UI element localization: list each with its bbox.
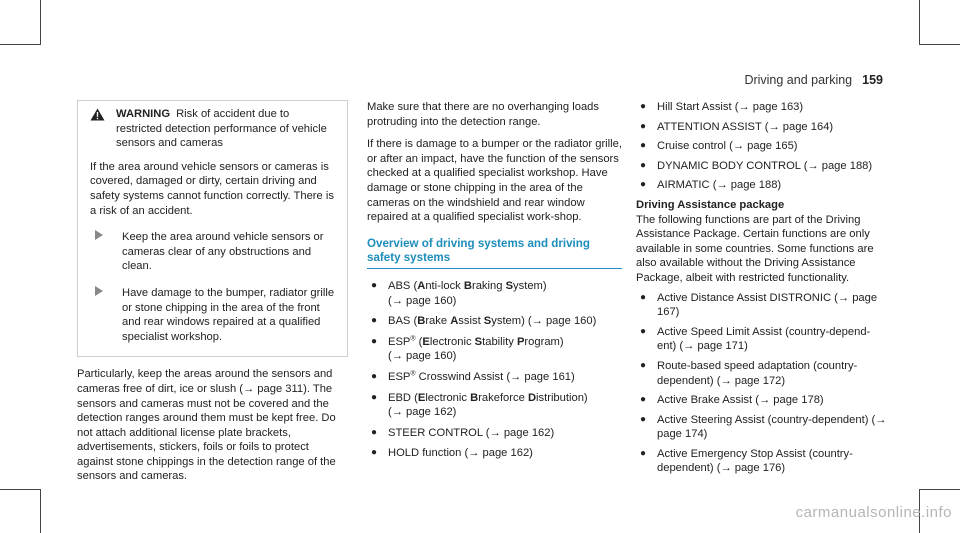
warning-step-text: Keep the area around vehicle sensors or cameras clear of any obstructions and clean. bbox=[122, 231, 324, 273]
watermark: carmanualsonline.info bbox=[795, 504, 952, 521]
warning-body: If the area around vehicle sensors or cameras is covered, damaged or dirty, certain driving and safety systems cannot function correctly. There is a risk of an accident. bbox=[90, 160, 334, 217]
warning-step bbox=[90, 286, 335, 344]
crop-mark bbox=[919, 44, 960, 45]
page-reference[interactable]: (→ page 160) bbox=[388, 350, 457, 363]
list-item: ● Active Brake Assist (→ page 178) bbox=[636, 393, 888, 408]
bullet-icon: ● bbox=[640, 447, 647, 459]
action-arrow-icon bbox=[90, 286, 122, 344]
warning-step bbox=[90, 230, 335, 274]
bullet-icon: ● bbox=[371, 335, 378, 347]
list-item: ● ABS (Anti-lock Braking System) (→ page 160) bbox=[367, 279, 622, 308]
action-arrow-icon bbox=[90, 230, 122, 274]
warning-triangle-icon bbox=[90, 107, 116, 151]
warning-label: WARNING bbox=[116, 108, 171, 120]
list-item: ● ESP® (Electronic Stability Program) (→ page 160) bbox=[367, 335, 622, 364]
list-item: ● EBD (Electronic Brakeforce Distribution) (→ page 162) bbox=[367, 391, 622, 420]
list-item: ● Route-based speed adaptation (country-dependent) (→ page 172) bbox=[636, 359, 888, 388]
bullet-icon: ● bbox=[640, 159, 647, 171]
bullet-icon: ● bbox=[640, 140, 647, 152]
list-item: ● Active Emergency Stop Assist (country-dependent) (→ page 176) bbox=[636, 447, 888, 476]
bullet-icon: ● bbox=[640, 179, 647, 191]
middle-paragraph-2: If there is damage to a bumper or the radiator grille, or after an impact, have the function of the sensors checked at a qualified specialist workshop. Have damage or stone chipping in the area of the cameras on the windshield and rear window repaired at a qualified specialist work-shop. bbox=[367, 138, 622, 224]
crop-mark bbox=[40, 0, 41, 44]
list-item: ● Hill Start Assist (→ page 163) bbox=[636, 100, 888, 115]
left-paragraph: Particularly, keep the areas around the sensors and cameras free of dirt, ice or slush (→ page 311). The sensors and cameras must not be covered and the detection ranges around them must be kept free. Do not attach additional license plate brackets, advertisements, stickers, foils or foils to protect against stone chippings in the detection range of the sensors and cameras. bbox=[77, 368, 336, 483]
list-item: ● Active Speed Limit Assist (country-depend-ent) (→ page 171) bbox=[636, 325, 888, 354]
bullet-icon: ● bbox=[640, 394, 647, 406]
crop-mark bbox=[0, 44, 41, 45]
bullet-icon: ● bbox=[640, 291, 647, 303]
bullet-icon: ● bbox=[640, 359, 647, 371]
list-item: ● ATTENTION ASSIST (→ page 164) bbox=[636, 120, 888, 135]
crop-mark bbox=[919, 489, 960, 490]
running-header bbox=[744, 73, 883, 87]
section-title: Driving and parking bbox=[744, 73, 853, 87]
bullet-icon: ● bbox=[371, 391, 378, 403]
bullet-icon: ● bbox=[640, 325, 647, 337]
bullet-icon: ● bbox=[371, 447, 378, 459]
list-item: ● Cruise control (→ page 165) bbox=[636, 139, 888, 154]
sub-heading: Driving Assistance package bbox=[636, 198, 785, 211]
list-item: ● HOLD function (→ page 162) bbox=[367, 446, 622, 461]
crop-mark bbox=[919, 0, 920, 44]
bullet-icon: ● bbox=[371, 279, 378, 291]
right-column bbox=[636, 100, 888, 481]
list-item: ● BAS (Brake Assist System) (→ page 160) bbox=[367, 314, 622, 329]
list-item: ● AIRMATIC (→ page 188) bbox=[636, 178, 888, 193]
warning-box bbox=[77, 100, 348, 357]
page-reference[interactable]: (→ page 160) bbox=[388, 294, 457, 307]
list-item: ● STEER CONTROL (→ page 162) bbox=[367, 426, 622, 441]
middle-paragraph-1: Make sure that there are no overhanging loads protruding into the detection range. bbox=[367, 101, 599, 128]
page-reference[interactable]: (→ page 162) bbox=[388, 406, 457, 419]
bullet-icon: ● bbox=[371, 370, 378, 382]
middle-column bbox=[367, 100, 622, 467]
list-item: ● Active Distance Assist DISTRONIC (→ page 167) bbox=[636, 291, 888, 320]
bullet-icon: ● bbox=[640, 101, 647, 112]
list-item: ● Active Steering Assist (country-dependent) (→ page 174) bbox=[636, 413, 888, 442]
crop-mark bbox=[0, 489, 41, 490]
bullet-icon: ● bbox=[371, 426, 378, 438]
bullet-icon: ● bbox=[640, 413, 647, 425]
crop-mark bbox=[40, 489, 41, 533]
right-paragraph: The following functions are part of the Driving Assistance Package. Certain functions are only available in some countries. Some functions are also available without the Driving Assistance Package, albeit with restricted functionality. bbox=[636, 213, 874, 284]
page-number: 159 bbox=[862, 73, 883, 87]
section-heading: Overview of driving systems and driving safety systems bbox=[367, 237, 622, 269]
left-column bbox=[77, 100, 348, 492]
warning-title: Risk of accident due to restricted detection performance of vehicle sensors and cameras bbox=[116, 108, 327, 150]
warning-step-text: Have damage to the bumper, radiator grille or stone chipping in the area of the front and rear windows repaired at a qualified specialist workshop. bbox=[122, 286, 335, 343]
list-item: ● DYNAMIC BODY CONTROL (→ page 188) bbox=[636, 159, 888, 174]
list-item: ● ESP® Crosswind Assist (→ page 161) bbox=[367, 370, 622, 385]
bullet-icon: ● bbox=[371, 315, 378, 327]
bullet-icon: ● bbox=[640, 120, 647, 132]
